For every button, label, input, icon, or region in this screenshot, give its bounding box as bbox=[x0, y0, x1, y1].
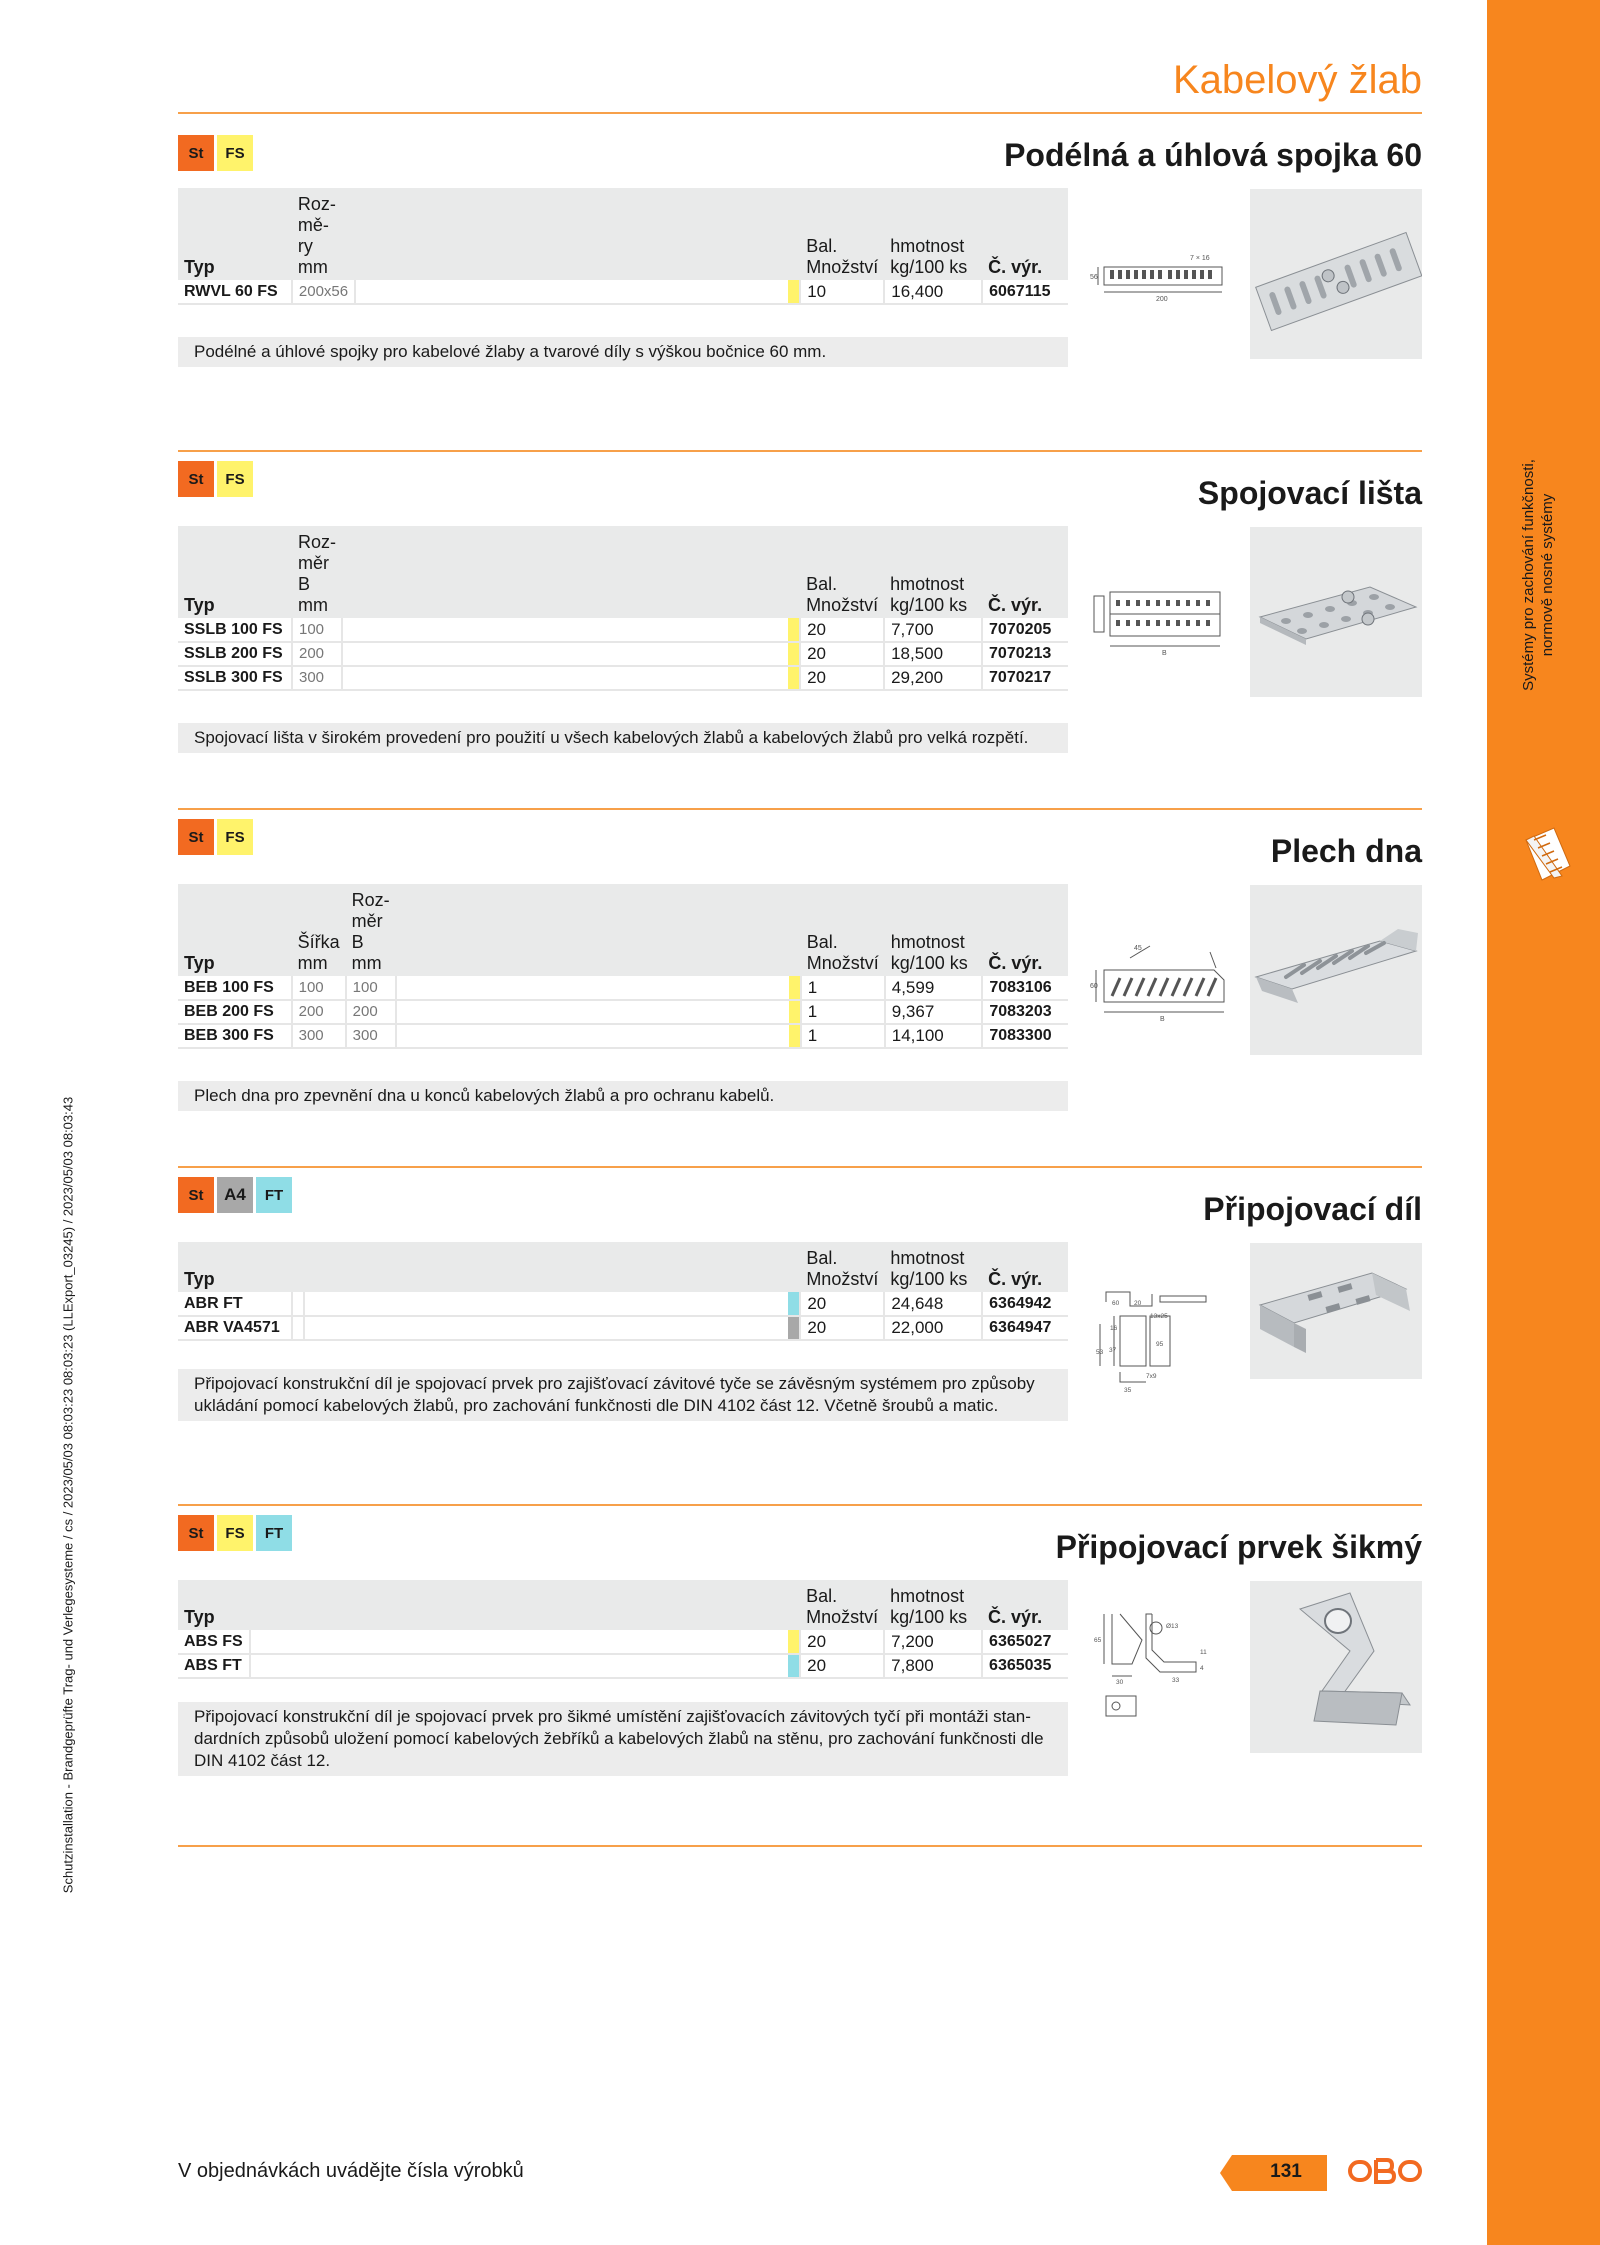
col-header-package: Bal. Množství bbox=[801, 884, 885, 976]
cell-type: ABR FT bbox=[178, 1292, 292, 1316]
material-badge-a4: A4 bbox=[217, 1177, 253, 1213]
col-header-weight: hmotnost kg/100 ks bbox=[884, 1580, 982, 1630]
col-header-article: Č. výr. bbox=[982, 884, 1068, 976]
finish-marker-fs bbox=[789, 1000, 801, 1024]
finish-marker-fs bbox=[789, 1024, 801, 1048]
section-title: Spojovací lišta bbox=[1197, 475, 1422, 511]
cell-type: BEB 200 FS bbox=[178, 1000, 292, 1024]
cell-article: 7070205 bbox=[982, 618, 1068, 642]
technical-drawing bbox=[1090, 1272, 1240, 1402]
cell-article: 6365035 bbox=[982, 1654, 1068, 1678]
svg-text:35: 35 bbox=[1124, 1387, 1132, 1394]
cell-type: BEB 100 FS bbox=[178, 976, 292, 1000]
material-badge-fs: FS bbox=[217, 819, 253, 855]
material-badge-fs: FS bbox=[217, 461, 253, 497]
product-table bbox=[178, 884, 1068, 1049]
col-header-weight: hmotnost kg/100 ks bbox=[884, 188, 982, 280]
cell-article: 6067115 bbox=[982, 280, 1068, 304]
product-description: Plech dna pro zpevnění dna u konců kabelových žlabů a pro ochranu kabelů. bbox=[178, 1081, 1068, 1111]
technical-drawing bbox=[1090, 1584, 1240, 1744]
table-row[interactable] bbox=[178, 1316, 1068, 1340]
table-row[interactable] bbox=[178, 1630, 1068, 1654]
cell-type: SSLB 300 FS bbox=[178, 666, 292, 690]
svg-text:53: 53 bbox=[1096, 1349, 1104, 1356]
col-header-weight: hmotnost kg/100 ks bbox=[885, 884, 983, 976]
obo-logo bbox=[1347, 2155, 1423, 2187]
svg-text:60: 60 bbox=[1090, 983, 1098, 990]
finish-marker-ft bbox=[788, 1292, 800, 1316]
cell-package: 20 bbox=[800, 1292, 884, 1316]
technical-drawing bbox=[1090, 562, 1240, 662]
header-divider bbox=[178, 112, 1422, 114]
material-badge-st: St bbox=[178, 461, 214, 497]
cell-package: 1 bbox=[801, 1024, 885, 1048]
cell-package: 1 bbox=[801, 1000, 885, 1024]
product-description bbox=[178, 1702, 1068, 1776]
cell-weight: 29,200 bbox=[884, 666, 982, 690]
cell-weight: 14,100 bbox=[885, 1024, 983, 1048]
svg-text:16: 16 bbox=[1110, 1325, 1118, 1332]
product-table bbox=[178, 1242, 1068, 1341]
page-title: Kabelový žlab bbox=[1172, 58, 1422, 102]
table-row[interactable] bbox=[178, 1292, 1068, 1316]
cell-dimension-b: 100 bbox=[292, 618, 342, 642]
svg-text:B: B bbox=[1160, 1016, 1165, 1023]
svg-text:65: 65 bbox=[1094, 1637, 1102, 1644]
svg-text:45: 45 bbox=[1134, 945, 1142, 952]
product-section-beb bbox=[178, 808, 1422, 1108]
cell-article: 6365027 bbox=[982, 1630, 1068, 1654]
cell-type: ABS FS bbox=[178, 1630, 250, 1654]
cell-article: 6364947 bbox=[982, 1316, 1068, 1340]
col-header-dimension-b: Roz- měr B mm bbox=[346, 884, 396, 976]
table-row[interactable] bbox=[178, 280, 1068, 304]
svg-text:37: 37 bbox=[1109, 1347, 1117, 1354]
table-row[interactable] bbox=[178, 666, 1068, 690]
cell-article: 7083106 bbox=[982, 976, 1068, 1000]
cell-package: 20 bbox=[800, 1316, 884, 1340]
section-title: Připojovací díl bbox=[1203, 1191, 1422, 1227]
product-description: Připojovací konstrukční díl je spojovací prvek pro zajišťovací závitové tyče se závěsným systémem pro způsoby ukládání pomocí kabelových žlabů, pro zachování funkčnosti dle DIN 4102 část 12. Včetně šroubů a matic. bbox=[178, 1369, 1068, 1421]
cell-article: 6364942 bbox=[982, 1292, 1068, 1316]
cell-weight: 24,648 bbox=[884, 1292, 982, 1316]
cell-article: 7070217 bbox=[982, 666, 1068, 690]
svg-text:13x25: 13x25 bbox=[1150, 1313, 1168, 1320]
section-title: Připojovací prvek šikmý bbox=[1055, 1529, 1422, 1565]
finish-marker-fs bbox=[788, 642, 800, 666]
svg-text:95: 95 bbox=[1156, 1341, 1164, 1348]
cell-type: SSLB 100 FS bbox=[178, 618, 292, 642]
cell-dimension-b: 100 bbox=[346, 976, 396, 1000]
cell-weight: 9,367 bbox=[885, 1000, 983, 1024]
col-header-weight: hmotnost kg/100 ks bbox=[884, 1242, 982, 1292]
col-header-package: Bal. Množství bbox=[800, 188, 884, 280]
col-header-type: Typ bbox=[178, 1242, 292, 1292]
finish-marker-fs bbox=[788, 1630, 800, 1654]
cell-type: ABR VA4571 bbox=[178, 1316, 292, 1340]
col-header-dimension-b: Roz- měr B mm bbox=[292, 526, 342, 618]
cell-type: ABS FT bbox=[178, 1654, 250, 1678]
material-badge-st: St bbox=[178, 135, 214, 171]
product-photo bbox=[1250, 189, 1422, 359]
table-row[interactable] bbox=[178, 1654, 1068, 1678]
description-line: DIN 4102 část 12. bbox=[194, 1751, 331, 1770]
section-title: Podélná a úhlová spojka 60 bbox=[1004, 137, 1422, 173]
product-section-abs bbox=[178, 1504, 1422, 1834]
cell-dimension-b: 300 bbox=[346, 1024, 396, 1048]
section-title: Plech dna bbox=[1270, 833, 1422, 869]
svg-text:7x9: 7x9 bbox=[1146, 1373, 1157, 1380]
product-table bbox=[178, 188, 1068, 305]
product-photo bbox=[1250, 1243, 1422, 1379]
finish-marker-a4 bbox=[788, 1316, 800, 1340]
product-photo bbox=[1250, 527, 1422, 697]
product-table bbox=[178, 526, 1068, 691]
table-row[interactable] bbox=[178, 1024, 1068, 1048]
material-badge-fs: FS bbox=[217, 1515, 253, 1551]
cell-article: 7070213 bbox=[982, 642, 1068, 666]
col-header-type: Typ bbox=[178, 1580, 250, 1630]
table-row[interactable] bbox=[178, 976, 1068, 1000]
page-number: 131 bbox=[1270, 2161, 1302, 2182]
table-row[interactable] bbox=[178, 642, 1068, 666]
cell-package: 20 bbox=[800, 618, 884, 642]
cell-dimensions: 200x56 bbox=[292, 280, 355, 304]
material-badge-st: St bbox=[178, 819, 214, 855]
technical-drawing bbox=[1090, 928, 1240, 1028]
material-badge-ft: FT bbox=[256, 1177, 292, 1213]
cell-weight: 7,800 bbox=[884, 1654, 982, 1678]
section-divider bbox=[178, 1504, 1422, 1506]
cell-weight: 22,000 bbox=[884, 1316, 982, 1340]
section-divider bbox=[178, 808, 1422, 810]
cell-weight: 18,500 bbox=[884, 642, 982, 666]
cell-dimension-b: 200 bbox=[346, 1000, 396, 1024]
col-header-type: Typ bbox=[178, 188, 292, 280]
col-header-package: Bal. Množství bbox=[800, 526, 884, 618]
finish-marker-fs bbox=[788, 618, 800, 642]
cell-weight: 16,400 bbox=[884, 280, 982, 304]
col-header-dimensions: Roz- mě- ry mm bbox=[292, 188, 355, 280]
col-header-package: Bal. Množství bbox=[800, 1580, 884, 1630]
cell-article: 7083300 bbox=[982, 1024, 1068, 1048]
col-header-package: Bal. Množství bbox=[800, 1242, 884, 1292]
cell-package: 20 bbox=[800, 1654, 884, 1678]
bottom-divider bbox=[178, 1845, 1422, 1847]
footer-note: V objednávkách uvádějte čísla výrobků bbox=[178, 2160, 524, 2182]
cell-width: 100 bbox=[292, 976, 346, 1000]
product-table bbox=[178, 1580, 1068, 1679]
svg-text:30: 30 bbox=[1116, 1679, 1124, 1686]
material-badge-fs: FS bbox=[217, 135, 253, 171]
cell-weight: 7,200 bbox=[884, 1630, 982, 1654]
col-header-weight: hmotnost kg/100 ks bbox=[884, 526, 982, 618]
col-header-type: Typ bbox=[178, 526, 292, 618]
col-header-type: Typ bbox=[178, 884, 292, 976]
svg-text:B: B bbox=[1162, 650, 1167, 657]
cell-width: 300 bbox=[292, 1024, 346, 1048]
cell-dimension-b: 200 bbox=[292, 642, 342, 666]
svg-text:Ø13: Ø13 bbox=[1166, 1623, 1179, 1630]
finish-marker-fs bbox=[788, 666, 800, 690]
material-badge-st: St bbox=[178, 1177, 214, 1213]
technical-drawing bbox=[1090, 240, 1240, 320]
cell-type: SSLB 200 FS bbox=[178, 642, 292, 666]
side-bar bbox=[1487, 0, 1600, 2245]
col-header-article: Č. výr. bbox=[982, 1242, 1068, 1292]
side-label-line1: Systémy pro zachování funkčnosti, bbox=[1520, 459, 1537, 691]
svg-text:20: 20 bbox=[1134, 1300, 1142, 1307]
product-section-rwvl bbox=[178, 135, 1422, 385]
product-section-sslb bbox=[178, 450, 1422, 750]
material-badge-ft: FT bbox=[256, 1515, 292, 1551]
material-badge-st: St bbox=[178, 1515, 214, 1551]
cell-weight: 4,599 bbox=[885, 976, 983, 1000]
cell-package: 1 bbox=[801, 976, 885, 1000]
cell-package: 10 bbox=[800, 280, 884, 304]
description-line: dardních způsobů uložení pomocí kabelových žebříků a kabelových žlabů na stěnu, pro zachování funkčnosti dle bbox=[194, 1729, 1044, 1748]
product-description: Podélné a úhlové spojky pro kabelové žlaby a tvarové díly s výškou bočnice 60 mm. bbox=[178, 337, 1068, 367]
svg-text:56: 56 bbox=[1090, 274, 1098, 281]
finish-marker-ft bbox=[788, 1654, 800, 1678]
product-section-abr bbox=[178, 1166, 1422, 1466]
table-row[interactable] bbox=[178, 618, 1068, 642]
table-row[interactable] bbox=[178, 1000, 1068, 1024]
cell-type: BEB 300 FS bbox=[178, 1024, 292, 1048]
cell-article: 7083203 bbox=[982, 1000, 1068, 1024]
side-label-line2: normově nosné systémy bbox=[1539, 493, 1556, 657]
description-line: Připojovací konstrukční díl je spojovací prvek pro šikmé umístění zajišťovacích závitových tyčí při montáži stan- bbox=[194, 1707, 1031, 1726]
svg-text:33: 33 bbox=[1172, 1677, 1180, 1684]
col-header-article: Č. výr. bbox=[982, 1580, 1068, 1630]
finish-marker-fs bbox=[788, 280, 800, 304]
product-photo bbox=[1250, 1581, 1422, 1753]
svg-text:60: 60 bbox=[1112, 1300, 1120, 1307]
svg-text:200: 200 bbox=[1156, 296, 1168, 303]
col-header-article: Č. výr. bbox=[982, 188, 1068, 280]
cell-package: 20 bbox=[800, 666, 884, 690]
cell-package: 20 bbox=[800, 1630, 884, 1654]
svg-text:4: 4 bbox=[1200, 1665, 1204, 1672]
col-header-width: Šířka mm bbox=[292, 884, 346, 976]
product-photo bbox=[1250, 885, 1422, 1055]
cable-tray-icon bbox=[1524, 826, 1572, 882]
section-divider bbox=[178, 1166, 1422, 1168]
section-divider bbox=[178, 450, 1422, 452]
svg-text:7 × 16: 7 × 16 bbox=[1190, 255, 1210, 262]
cell-type: RWVL 60 FS bbox=[178, 280, 292, 304]
cell-dimension-b: 300 bbox=[292, 666, 342, 690]
cell-width: 200 bbox=[292, 1000, 346, 1024]
finish-marker-fs bbox=[789, 976, 801, 1000]
col-header-article: Č. výr. bbox=[982, 526, 1068, 618]
cell-package: 20 bbox=[800, 642, 884, 666]
product-description: Spojovací lišta v širokém provedení pro použití u všech kabelových žlabů a kabelových žlabů pro velká rozpětí. bbox=[178, 723, 1068, 753]
svg-text:11: 11 bbox=[1200, 1649, 1207, 1656]
cell-weight: 7,700 bbox=[884, 618, 982, 642]
